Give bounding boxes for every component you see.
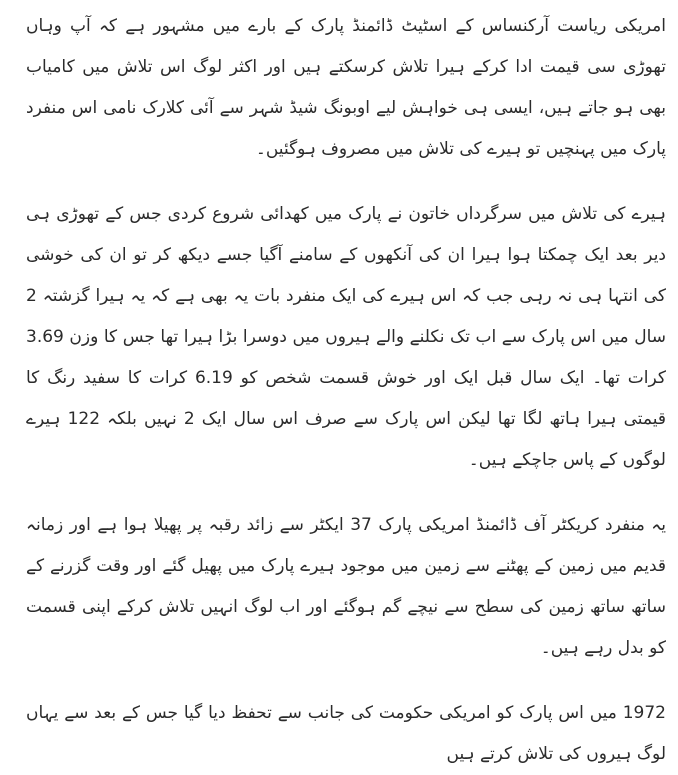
article-paragraph-1: امریکی ریاست آرکنساس کے اسٹیٹ ڈائمنڈ پارک کے بارے میں مشہور ہے کہ آپ وہاں تھوڑی سی قیمت ادا کرکے ہیرا تلاش کرسکتے ہیں اور اکثر لوگ اس تلاش میں کامیاب بھی ہو جاتے ہیں، ایسی ہی خواہش لیے اوبونگ شیڈ شہر سے آئی کلارک نامی اس منفرد پارک میں پہنچیں تو ہیرے کی تلاش میں مصروف ہوگئیں۔ [26,16,666,159]
article-paragraph-2: ہیرے کی تلاش میں سرگرداں خاتون نے پارک میں کھدائی شروع کردی جس کے تھوڑی ہی دیر بعد ایک چمکتا ہوا ہیرا ان کی آنکھوں کے سامنے آگیا جسے دیکھ کر تو ان کی خوشی کی انتہا ہی نہ رہی جب کہ اس ہیرے کی ایک منفرد بات یہ بھی ہے کہ یہ ہیرا گزشتہ 2 سال میں اس پارک سے اب تک نکلنے والے ہیروں میں دوسرا بڑا ہیرا تھا جس کا وزن 3.69 کرات تھا۔ ایک سال قبل ایک اور خوش قسمت شخص کو 6.19 کرات کا سفید رنگ کا قیمتی ہیرا ہاتھ لگا تھا لیکن اس پارک سے صرف اس سال ایک 2 نہیں بلکہ 122 ہیرے لوگوں کے پاس جاچکے ہیں۔ [26,204,666,470]
article-paragraph-4: 1972 میں اس پارک کو امریکی حکومت کی جانب سے تحفظ دیا گیا جس کے بعد سے یہاں لوگ ہیروں کی تلاش کرتے ہیں [26,703,666,764]
article-paragraph-3: یہ منفرد کریکٹر آف ڈائمنڈ امریکی پارک 37 ایکٹر سے زائد رقبہ پر پھیلا ہوا ہے اور زمانہ قدیم میں زمین کے پھٹنے سے زمین میں موجود ہیرے پارک میں پھیل گئے اور وقت گزرنے کے ساتھ ساتھ زمین کی سطح سے نیچے گم ہوگئے اور اب لوگ انہیں تلاش کرکے اپنی قسمت کو بدل رہے ہیں۔ [26,515,667,658]
article-body [26,0,666,775]
